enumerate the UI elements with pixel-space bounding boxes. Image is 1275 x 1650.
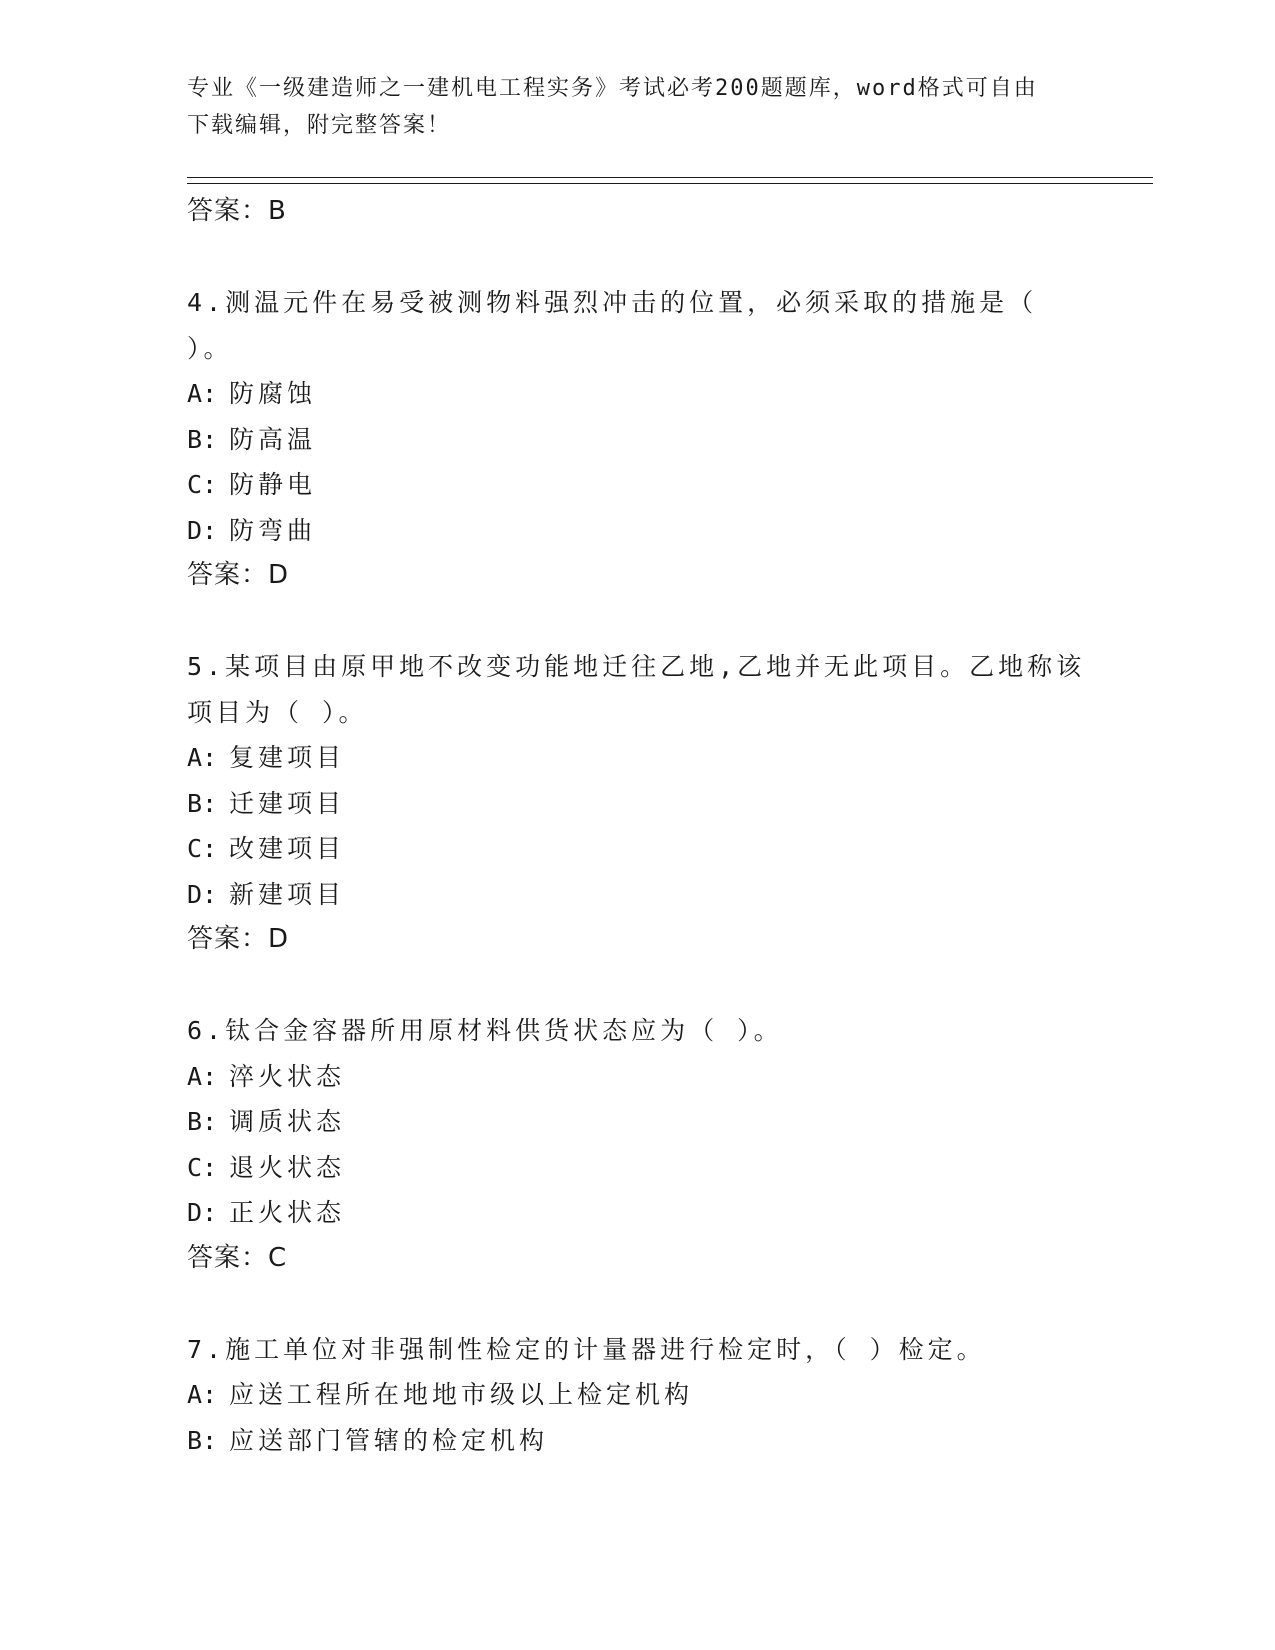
option-text: 改建项目	[229, 834, 346, 863]
header-rule-bottom	[187, 183, 1153, 184]
spacer	[187, 1281, 1137, 1327]
question-stem-cont: ）。	[187, 333, 233, 363]
option-a	[187, 1054, 1137, 1100]
spacer	[187, 963, 1137, 1009]
header-line-1: 专业《一级建造师之一建机电工程实务》考试必考200题题库，word格式可自由	[187, 76, 1038, 101]
option-b	[187, 1099, 1137, 1145]
answer-q6: 答案：C	[187, 1242, 288, 1273]
option-d	[187, 872, 1137, 918]
option-label: B:	[187, 424, 218, 454]
option-a	[187, 735, 1137, 781]
option-text: 迁建项目	[229, 788, 346, 818]
question-6	[187, 1008, 1137, 1281]
option-label: B:	[187, 1107, 218, 1136]
spacer	[187, 599, 1137, 645]
question-4	[187, 280, 1137, 599]
option-text: 退火状态	[229, 1152, 346, 1182]
option-b	[187, 417, 1137, 463]
question-5	[187, 644, 1137, 963]
option-text: 淬火状态	[229, 1061, 346, 1091]
option-text: 应送部门管辖的检定机构	[229, 1425, 549, 1455]
option-c	[187, 462, 1137, 508]
option-label: B:	[187, 1425, 218, 1455]
option-label: A:	[187, 1380, 218, 1409]
option-text: 正火状态	[229, 1198, 346, 1227]
option-text: 防高温	[229, 424, 317, 454]
spacer	[187, 235, 1137, 281]
option-a	[187, 371, 1137, 417]
question-stem: 5.某项目由原甲地不改变功能地迁往乙地,乙地并无此项目。乙地称该	[187, 652, 1086, 681]
option-text: 复建项目	[229, 743, 346, 772]
option-text: 调质状态	[229, 1107, 346, 1136]
header-line-2: 下载编辑，附完整答案！	[187, 113, 452, 138]
option-label: C:	[187, 470, 218, 499]
option-d	[187, 508, 1137, 554]
option-text: 新建项目	[229, 879, 346, 909]
option-label: A:	[187, 379, 218, 408]
option-label: C:	[187, 834, 218, 863]
option-text: 防弯曲	[229, 515, 317, 545]
question-stem: 7.施工单位对非强制性检定的计量器进行检定时，（ ）检定。	[187, 1334, 986, 1364]
option-label: B:	[187, 788, 218, 818]
option-label: C:	[187, 1152, 218, 1182]
option-text: 防静电	[229, 470, 317, 499]
question-stem-cont: 项目为（ ）。	[187, 697, 368, 727]
answer-q4: 答案：D	[187, 560, 290, 590]
option-label: D:	[187, 515, 218, 545]
option-b	[187, 781, 1137, 827]
option-text: 应送工程所在地地市级以上检定机构	[229, 1380, 694, 1409]
option-label: D:	[187, 879, 218, 909]
question-stem: 6.钛合金容器所用原材料供货状态应为（ ）。	[187, 1016, 783, 1045]
option-text: 防腐蚀	[229, 379, 317, 408]
option-b	[187, 1418, 1137, 1464]
question-7	[187, 1327, 1137, 1464]
answer-q5: 答案：D	[187, 924, 290, 954]
option-label: A:	[187, 743, 218, 772]
option-a	[187, 1372, 1137, 1418]
option-d	[187, 1190, 1137, 1236]
question-stem: 4.测温元件在易受被测物料强烈冲击的位置，必须采取的措施是（	[187, 288, 1038, 317]
option-c	[187, 1145, 1137, 1191]
option-label: D:	[187, 1198, 218, 1227]
option-label: A:	[187, 1061, 218, 1091]
document-header	[187, 70, 1087, 144]
header-rule-top	[187, 177, 1153, 178]
document-body	[187, 189, 1137, 1463]
option-c	[187, 826, 1137, 872]
answer-q3: 答案：B	[187, 196, 287, 226]
